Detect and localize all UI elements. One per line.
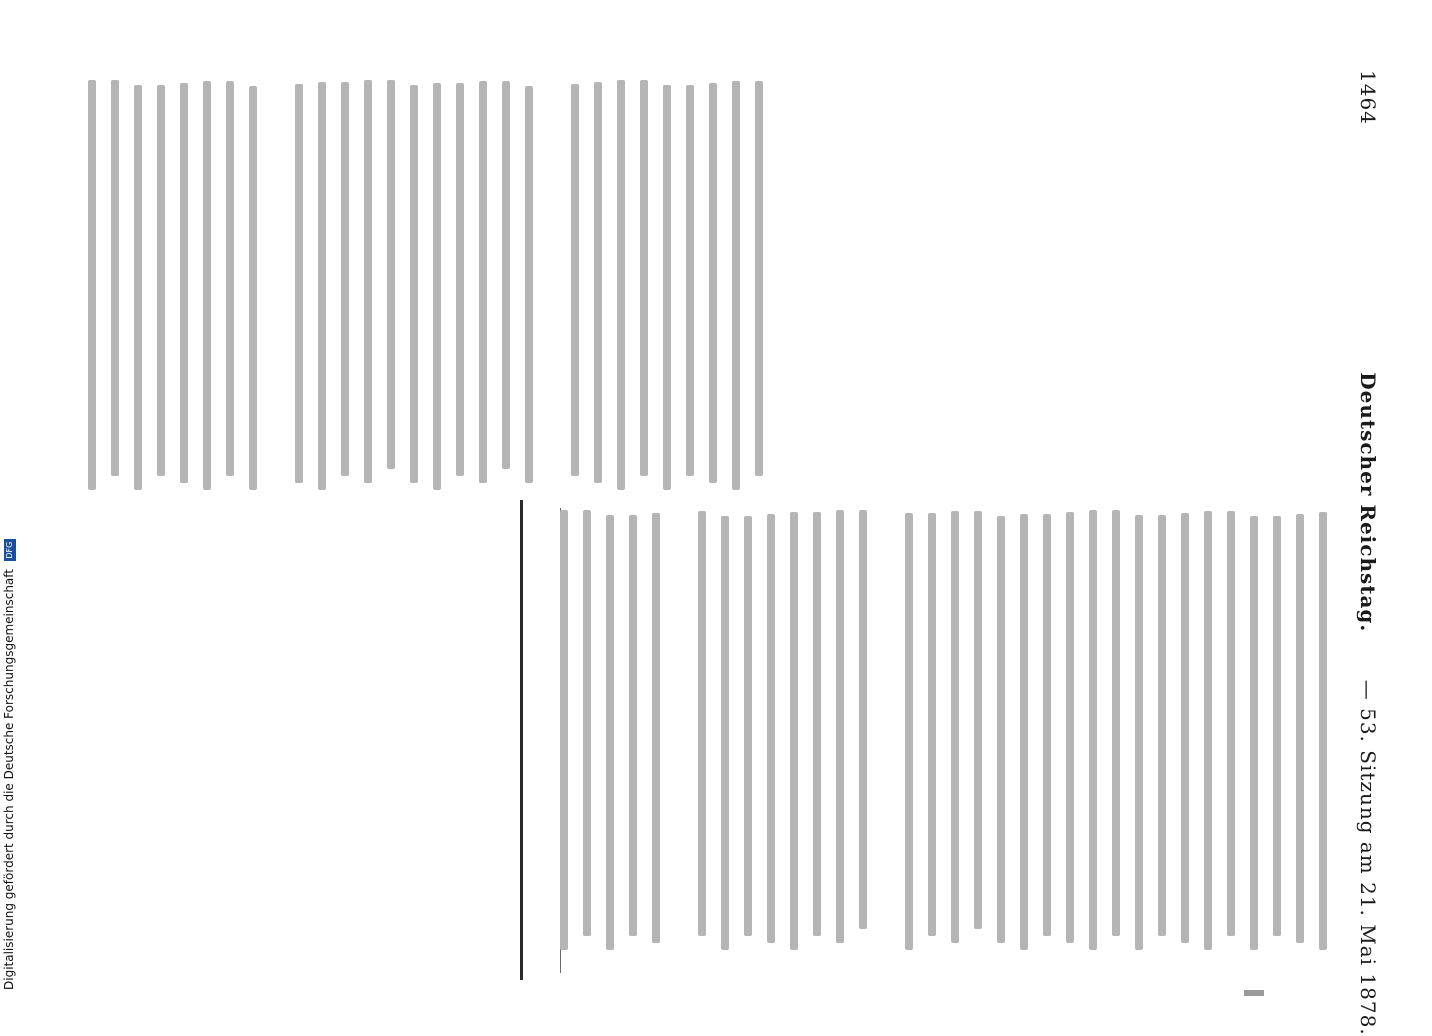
- text-line: [617, 80, 625, 490]
- text-line: [1066, 512, 1074, 943]
- text-line: [318, 82, 326, 490]
- text-line: [364, 80, 372, 483]
- margin-credit: [2, 541, 20, 990]
- text-line: [456, 83, 464, 476]
- text-line: [1158, 515, 1166, 936]
- text-line: [606, 515, 614, 950]
- text-line: [836, 510, 844, 943]
- dfg-logo-icon: DFG: [4, 539, 16, 561]
- text-line: [1089, 510, 1097, 950]
- text-line: [410, 85, 418, 483]
- text-line: [974, 511, 982, 929]
- text-line: [1250, 516, 1258, 950]
- text-line: [859, 510, 867, 929]
- text-line: [755, 81, 763, 476]
- text-line: [767, 514, 775, 943]
- text-line: [249, 86, 257, 490]
- text-line: [1273, 516, 1281, 936]
- journal-title: Deutscher Reichstag.: [1356, 372, 1380, 633]
- text-line: [525, 86, 533, 483]
- text-line: [1296, 514, 1304, 943]
- page-number: 1464: [1356, 70, 1380, 125]
- margin-credit-text: [2, 539, 16, 990]
- text-line: [905, 513, 913, 950]
- text-line: [226, 81, 234, 476]
- text-line: [1135, 515, 1143, 950]
- text-line: [997, 516, 1005, 943]
- text-line: [571, 84, 579, 476]
- right-column: [560, 510, 1350, 970]
- text-line: [813, 512, 821, 936]
- text-line: [744, 516, 752, 936]
- text-line: [594, 82, 602, 483]
- text-line: [721, 516, 729, 950]
- text-line: [1319, 512, 1327, 950]
- credit-text: Digitalisierung gefördert durch die Deutsche Forschungsgemeinschaft: [2, 568, 16, 990]
- text-line: [652, 513, 660, 943]
- text-line: [387, 80, 395, 469]
- text-line: [663, 85, 671, 490]
- text-line: [134, 85, 142, 490]
- text-line: [88, 80, 96, 490]
- text-line: [698, 511, 706, 936]
- text-line: [686, 85, 694, 476]
- text-line: [1181, 513, 1189, 943]
- column-divider: [520, 500, 523, 980]
- text-line: [1204, 511, 1212, 950]
- text-line: [180, 83, 188, 483]
- text-line: [1020, 514, 1028, 950]
- text-line: [951, 511, 959, 943]
- text-line: [1043, 514, 1051, 936]
- text-line: [629, 515, 637, 936]
- text-line: [203, 81, 211, 490]
- text-line: [560, 510, 568, 950]
- text-line: [790, 512, 798, 950]
- text-line: [732, 81, 740, 490]
- text-line: [583, 510, 591, 936]
- text-line: [1227, 511, 1235, 936]
- session-date: — 53. Sitzung am 21. Mai 1878.: [1356, 679, 1380, 1036]
- text-line: [502, 81, 510, 469]
- text-line: [341, 82, 349, 476]
- text-line: [640, 80, 648, 476]
- text-line: [1112, 510, 1120, 936]
- text-line: [111, 80, 119, 476]
- text-line: [928, 513, 936, 936]
- text-line: [433, 83, 441, 490]
- text-line: [295, 84, 303, 483]
- text-line: [479, 81, 487, 483]
- corner-mark: [1244, 990, 1264, 996]
- text-line: [709, 83, 717, 483]
- text-line: [157, 85, 165, 476]
